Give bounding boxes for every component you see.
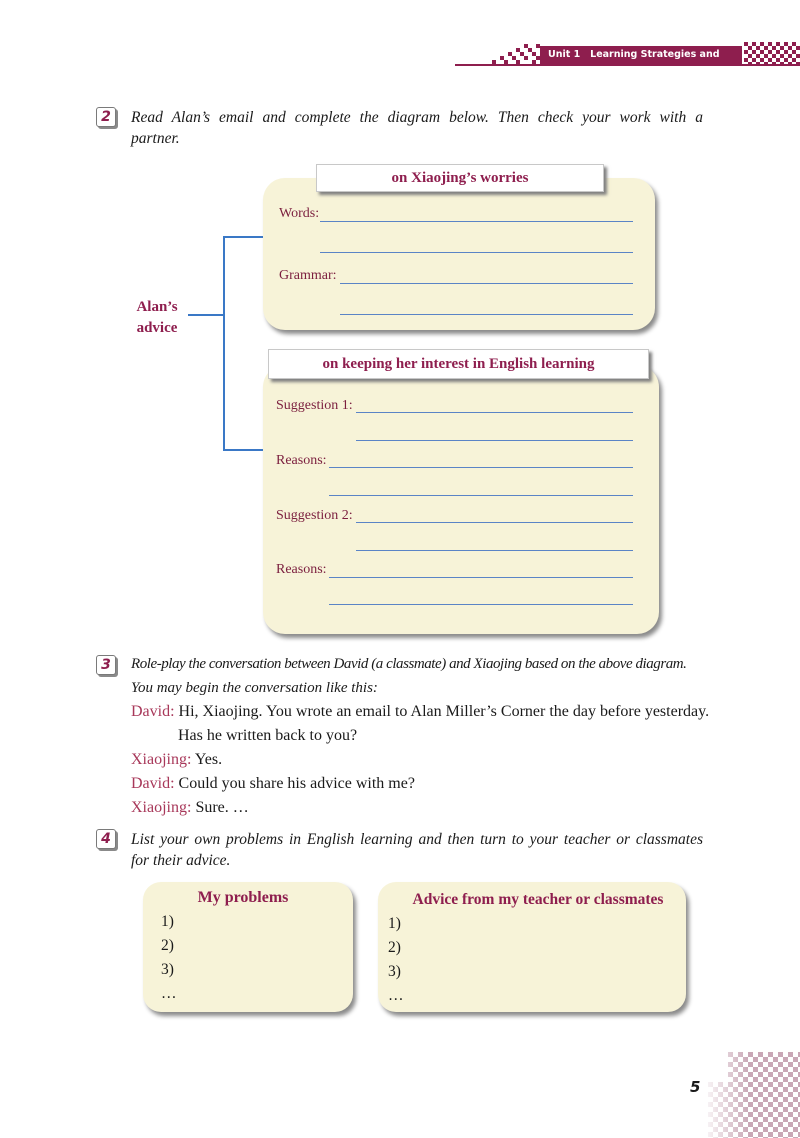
- speaker: David:: [131, 703, 175, 720]
- header-title: Learning Strategies and Habits: [548, 49, 720, 78]
- my-problems-item-2: 2): [161, 937, 174, 954]
- activity-2-number: 2: [96, 107, 116, 127]
- interest-box-title: on keeping her interest in English learning: [268, 349, 649, 379]
- reasons-2-label: Reasons:: [276, 562, 327, 577]
- speaker: David:: [131, 775, 175, 792]
- suggestion-1-label: Suggestion 1:: [276, 398, 353, 413]
- root-label-line2: advice: [136, 320, 178, 336]
- advice-item-2: 2): [388, 939, 401, 956]
- advice-box-title: Advice from my teacher or classmates: [412, 891, 664, 908]
- suggestion-2-line-2[interactable]: [356, 550, 633, 551]
- words-answer-line-1[interactable]: [320, 221, 633, 222]
- tree-branch-1: [223, 236, 265, 238]
- worries-box-title: on Xiaojing’s worries: [316, 164, 604, 192]
- suggestion-1-line-1[interactable]: [356, 412, 633, 413]
- suggestion-2-line-1[interactable]: [356, 522, 633, 523]
- conversation-line-2: Has he written back to you?: [178, 727, 358, 744]
- suggestion-1-line-2[interactable]: [356, 440, 633, 441]
- activity-3-number: 3: [96, 655, 116, 675]
- grammar-label: Grammar:: [279, 268, 337, 283]
- header-rule: [455, 64, 800, 66]
- conversation-line-5: [131, 796, 249, 820]
- conversation-line-3: [131, 748, 222, 772]
- activity-2-instruction-line1: Read Alan’s email and complete the diagram below. Then check your work with a: [131, 109, 703, 126]
- tree-branch-2: [223, 449, 265, 451]
- reasons-2-line-1[interactable]: [329, 577, 633, 578]
- speaker: Xiaojing:: [131, 751, 192, 768]
- utterance: Could you share his advice with me?: [178, 775, 415, 792]
- grammar-answer-line-2[interactable]: [340, 314, 633, 315]
- activity-4-number: 4: [96, 829, 116, 849]
- my-problems-title: My problems: [197, 889, 289, 906]
- suggestion-2-label: Suggestion 2:: [276, 508, 353, 523]
- reasons-2-line-2[interactable]: [329, 604, 633, 605]
- activity-2-instruction-line2: partner.: [131, 130, 180, 147]
- page-number: 5: [690, 1078, 701, 1096]
- root-label-line1: Alan’s: [136, 299, 178, 315]
- advice-item-1: 1): [388, 915, 401, 932]
- reasons-1-label: Reasons:: [276, 453, 327, 468]
- words-answer-line-2[interactable]: [320, 252, 633, 253]
- worries-box: [263, 178, 655, 330]
- root-label: [130, 297, 184, 339]
- activity-4-instruction-line2: for their advice.: [131, 852, 231, 869]
- header-unit: Unit 1: [548, 49, 581, 60]
- header-unit-band: [540, 46, 742, 78]
- tree-root-connector: [188, 314, 224, 316]
- advice-item-3: 3): [388, 963, 401, 980]
- conversation-line-4: [131, 772, 415, 796]
- tree-vertical-connector: [223, 236, 225, 450]
- reasons-1-line-1[interactable]: [329, 467, 633, 468]
- my-problems-item-1: 1): [161, 913, 174, 930]
- advice-item-more: …: [388, 987, 404, 1004]
- footer-checker-decoration: [708, 1052, 800, 1138]
- utterance: Yes.: [194, 751, 223, 768]
- activity-3-instruction-line1: Role-play the conversation between David (a classmate) and Xiaojing based on the above diagram.: [131, 656, 687, 672]
- header-checker-decoration: [744, 42, 800, 66]
- activity-3-instruction-line2: You may begin the conversation like this:: [131, 680, 378, 696]
- my-problems-item-more: …: [161, 985, 177, 1002]
- conversation-line-1: [131, 700, 709, 724]
- activity-4-instruction-line1: List your own problems in English learning and then turn to your teacher or classmates: [131, 831, 703, 848]
- my-problems-item-3: 3): [161, 961, 174, 978]
- words-label: Words:: [279, 206, 320, 221]
- speaker: Xiaojing:: [131, 799, 192, 816]
- utterance: Sure. …: [195, 799, 249, 816]
- reasons-1-line-2[interactable]: [329, 495, 633, 496]
- utterance: Hi, Xiaojing. You wrote an email to Alan Miller’s Corner the day before yesterday.: [178, 703, 710, 720]
- grammar-answer-line-1[interactable]: [340, 283, 633, 284]
